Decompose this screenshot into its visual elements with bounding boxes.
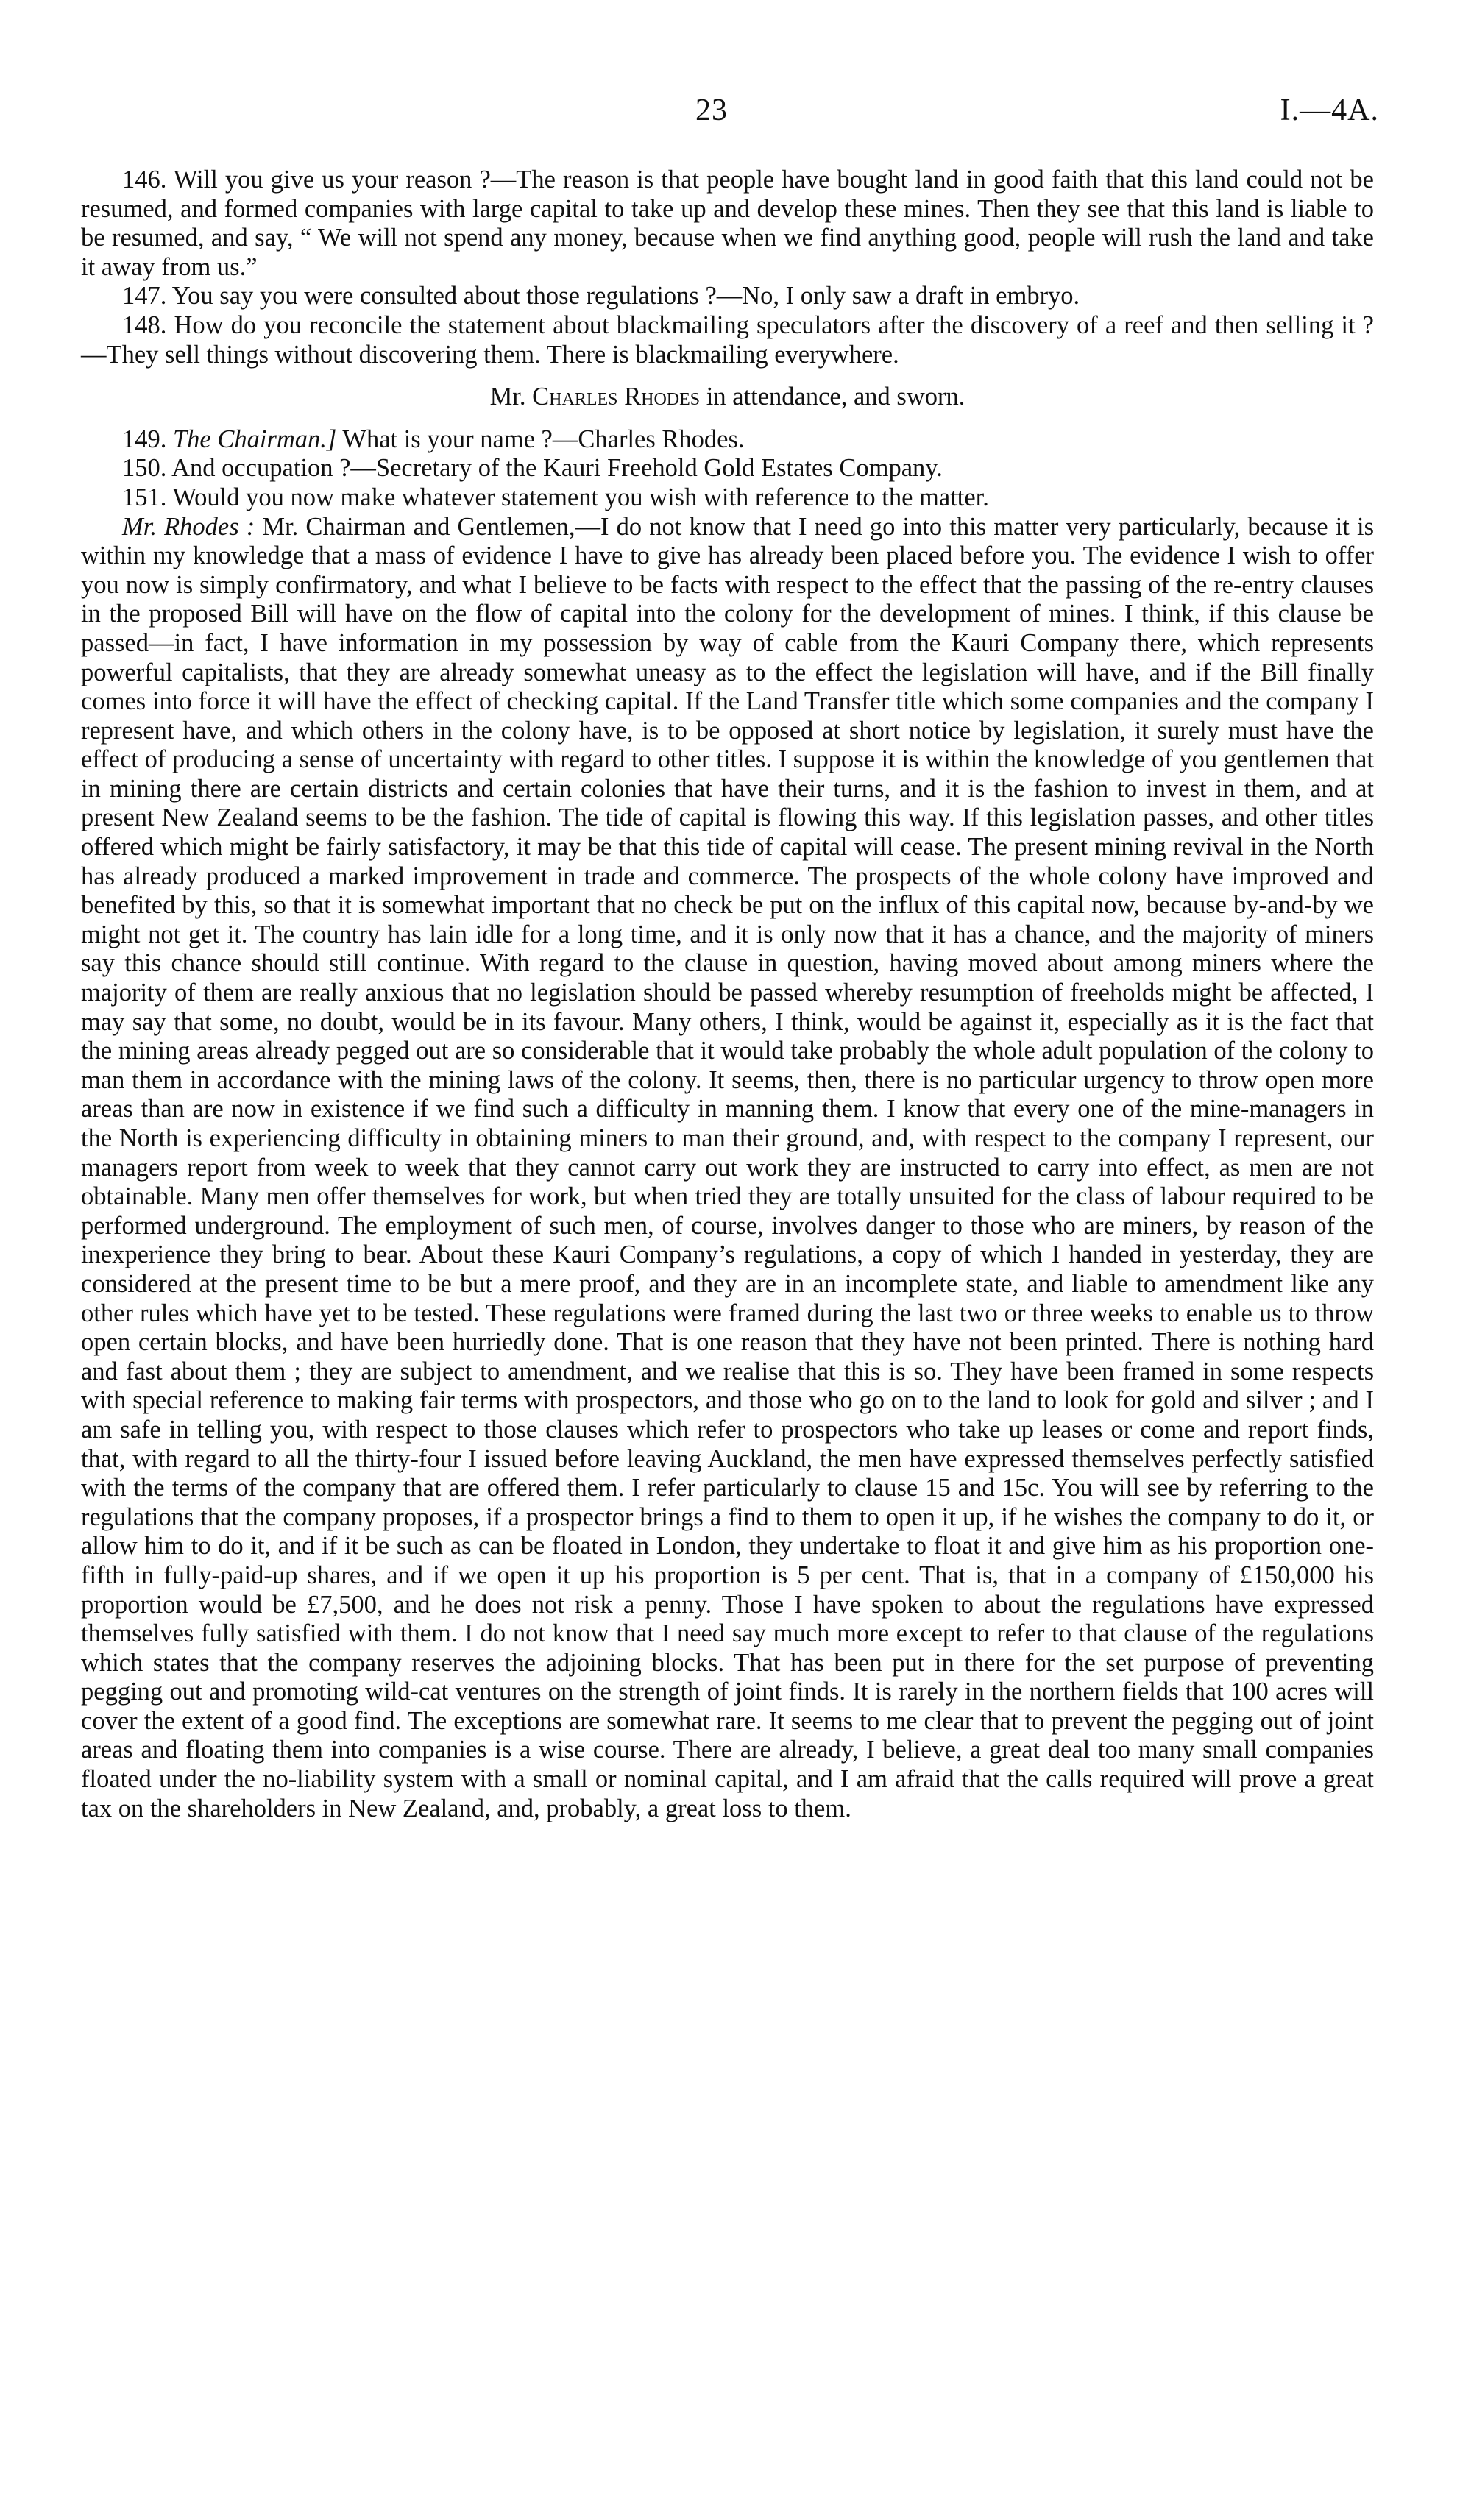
witness-heading bbox=[81, 383, 1374, 412]
question-149 bbox=[81, 425, 1374, 455]
question-148: 148. How do you reconcile the statement about blackmailing speculators after the discovery of a reef and then selling it ?—They sell things without discovering them. There is blackmailing everywhere. bbox=[81, 310, 1374, 369]
question-150: 150. And occupation ?—Secretary of the Kauri Freehold Gold Estates Company. bbox=[122, 454, 943, 483]
question-number: 149. bbox=[122, 425, 167, 453]
page-header bbox=[0, 93, 1460, 137]
witness-suffix: in attendance, and sworn. bbox=[706, 383, 965, 411]
speaker-label: Mr. Rhodes : bbox=[122, 512, 255, 541]
witness-prefix: Mr. bbox=[489, 383, 526, 411]
question-146: 146. Will you give us your reason ?—The reason is that people have bought land in good faith that this land could not be resumed, and formed companies with large capital to take up and develop these mines. Then they see that this land is liable to be resumed, and say, “ We will not spend any money, because when we find anything good, people will rush the land and take it away from us.” bbox=[81, 166, 1374, 281]
paper-reference: I.—4A. bbox=[1280, 93, 1379, 127]
page-number: 23 bbox=[695, 93, 728, 127]
question-text: What is your name ?—Charles Rhodes. bbox=[342, 425, 745, 453]
question-151: 151. Would you now make whatever statement you wish with reference to the matter. bbox=[122, 483, 989, 511]
witness-name: Charles Rhodes bbox=[532, 383, 701, 411]
speaker-label: The Chairman.] bbox=[173, 425, 337, 453]
question-147: 147. You say you were consulted about those regulations ?—No, I only saw a draft in embryo. bbox=[122, 282, 1080, 310]
rhodes-statement bbox=[81, 513, 1374, 1824]
document-body bbox=[81, 166, 1374, 1823]
statement-text: Mr. Chairman and Gentlemen,—I do not know that I need go into this matter very particularly, because it is within my knowledge that a mass of evidence I have to give has already been placed before you. The evidence I wish to offer you now is simply confirmatory, and what I believe to be facts with respect to the effect that the passing of the re-entry clauses in the proposed Bill will have on the flow of capital into the colony for the development of mines. I think, if this clause be passed—in fact, I have information in my possession by way of cable from the Kauri Company there, which represents powerful capitalists, that they are already somewhat uneasy as to the effect the legislation will have, and if the Bill finally comes into force it will have the effect of checking capital. If the Land Transfer title which some companies and the company I represent have, and which others in the colony have, is to be opposed at short notice by legislation, it surely must have the effect of producing a sense of uncertainty with regard to other titles. I suppose it is within the knowledge of you gentlemen that in mining there are certain districts and certain colonies that have their turns, and it is the fashion to invest in them, and at present New Zealand seems to be the fashion. The tide of capital is flowing this way. If this legislation passes, and other titles offered which might be fairly satisfactory, it may be that this tide of capital will cease. The present mining revival in the North has already produced a marked improvement in trade and commerce. The prospects of the whole colony have improved and benefited by this, so that it is somewhat important that no check be put on the influx of this capital now, because by-and-by we might not get it. The country has lain idle for a long time, and it is only now that it has a chance, and the majority of miners say this chance should still continue. With regard to the clause in question, having moved about among miners where the majority of them are really anxious that no legislation should be passed whereby resumption of freeholds might be affected, I may say that some, no doubt, would be in its favour. Many others, I think, would be against it, especially as it is the fact that the mining areas already pegged out are so considerable that it would take probably the whole adult population of the colony to man them in accordance with the mining laws of the colony. It seems, then, there is no particular urgency to throw open more areas than are now in existence if we find such a difficulty in manning them. I know that every one of the mine-managers in the North is experiencing difficulty in obtaining miners to man their ground, and, with respect to the company I represent, our managers report from week to week that they cannot carry out work they are instructed to carry into effect, as men are not obtainable. Many men offer themselves for work, but when tried they are totally unsuited for the class of labour required to be performed underground. The employment of such men, of course, involves danger to those who are miners, by reason of the inexperience they bring to bear. About these Kauri Company’s regulations, a copy of which I handed in yesterday, they are considered at the present time to be but a mere proof, and they are in an incomplete state, and liable to amendment like any other rules which have yet to be tested. These regulations were framed during the last two or three weeks to enable us to throw open certain blocks, and have been hurriedly done. That is one reason that they have not been printed. There is nothing hard and fast about them ; they are subject to amendment, and we realise that this is so. They have been framed in some respects with special reference to making fair terms with prospectors, and those who go on to the land to look for gold and silver ; and I am safe in telling you, with respect to those clauses which refer to prospectors who take up leases or come and report finds, that, with regard to all the thirty-four I issued before leaving Auckland, the men have expressed themselves perfectly satisfied with the terms of the company that are offered them. I refer particularly to clause 15 and 15c. You will see by referring to the regulations that the company proposes, if a prospector brings a find to them to open it up, if he wishes the company to do it, or allow him to do it, and if it be such as can be floated in London, they undertake to float it and give him as his proportion one-fifth in fully-paid-up shares, and if we open it up his proportion is 5 per cent. That is, that in a company of £150,000 his proportion would be £7,500, and he does not risk a penny. Those I have spoken to about the regulations have expressed themselves fully satisfied with them. I do not know that I need say much more except to refer to that clause of the regulations which states that the company reserves the adjoining blocks. That has been put in there for the set purpose of preventing pegging out and promoting wild-cat ventures on the strength of joint finds. It is rarely in the northern fields that 100 acres will cover the extent of a good find. The exceptions are somewhat rare. It seems to me clear that to prevent the pegging out of joint areas and floating them into companies is a wise course. There are already, I believe, a great deal too many small companies floated under the no-liability system with a small or nominal capital, and I am afraid that the calls required will prove a great tax on the shareholders in New Zealand, and, probably, a great loss to them. bbox=[81, 512, 1374, 1822]
